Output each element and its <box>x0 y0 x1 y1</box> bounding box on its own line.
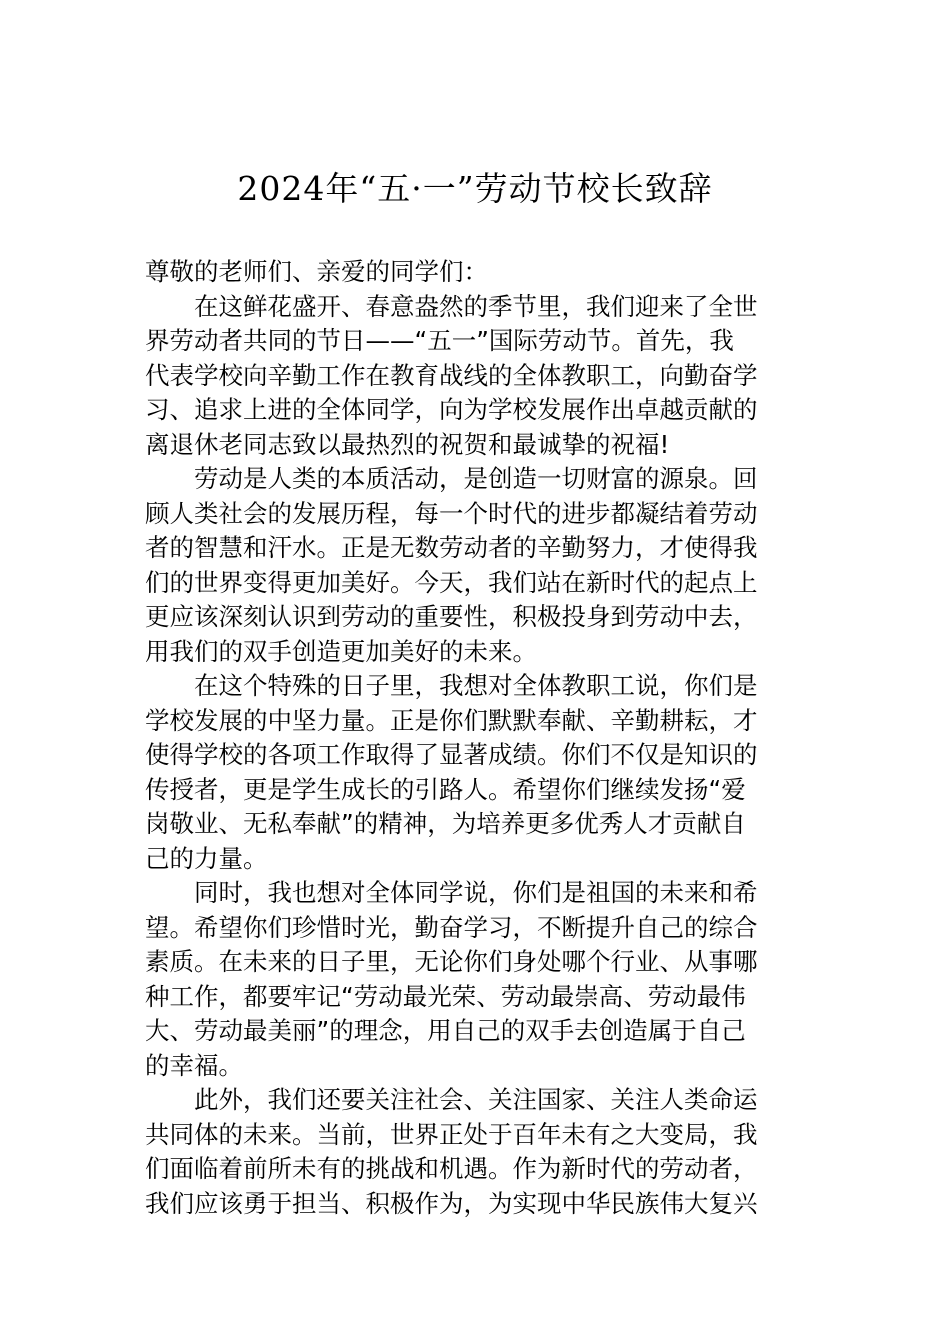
body-text-line: 望。希望你们珍惜时光，勤奋学习，不断提升自己的综合 <box>145 912 758 942</box>
body-text-line: 界劳动者共同的节日——“五一”国际劳动节。首先，我 <box>145 326 734 355</box>
body-text-line: 更应该深刻认识到劳动的重要性，积极投身到劳动中去， <box>145 602 758 631</box>
body-text-line: 素质。在未来的日子里，无论你们身处哪个行业、从事哪 <box>145 947 758 976</box>
body-text-line: 代表学校向辛勤工作在教育战线的全体教职工，向勤奋学 <box>145 360 758 390</box>
body-text-line: 学校发展的中坚力量。正是你们默默奉献、辛勤耕耘，才 <box>145 705 758 735</box>
body-text-line: 使得学校的各项工作取得了显著成绩。你们不仅是知识的 <box>145 740 758 769</box>
body-text-line: 种工作，都要牢记“劳动最光荣、劳动最崇高、劳动最伟 <box>145 981 746 1011</box>
body-text-line: 在这鲜花盛开、春意盎然的季节里，我们迎来了全世 <box>194 291 758 321</box>
body-text-line: 此外，我们还要关注社会、关注国家、关注人类命运 <box>194 1085 758 1114</box>
body-text-line: 尊敬的老师们、亲爱的同学们： <box>145 257 488 286</box>
body-text-line: 我们应该勇于担当、积极作为，为实现中华民族伟大复兴 <box>145 1188 758 1218</box>
body-text-line: 们面临着前所未有的挑战和机遇。作为新时代的劳动者， <box>145 1154 758 1183</box>
body-text-line: 的幸福。 <box>145 1050 243 1080</box>
body-text-line: 大、劳动最美丽”的理念，用自己的双手去创造属于自己 <box>145 1016 746 1045</box>
document-body <box>145 255 806 1221</box>
body-text-line: 在这个特殊的日子里，我想对全体教职工说，你们是 <box>194 671 758 700</box>
body-text-line: 离退休老同志致以最热烈的祝贺和最诚挚的祝福! <box>145 429 670 459</box>
body-text-line: 劳动是人类的本质活动，是创造一切财富的源泉。回 <box>194 464 758 493</box>
body-text-line: 岗敬业、无私奉献”的精神，为培养更多优秀人才贡献自 <box>145 809 746 838</box>
body-text-line: 同时，我也想对全体同学说，你们是祖国的未来和希 <box>194 878 758 907</box>
body-text-line: 己的力量。 <box>145 843 268 873</box>
body-text-line: 传授者，更是学生成长的引路人。希望你们继续发扬“爱 <box>145 774 746 804</box>
body-text-line: 习、追求上进的全体同学，向为学校发展作出卓越贡献的 <box>145 395 758 424</box>
body-text-line: 顾人类社会的发展历程，每一个时代的进步都凝结着劳动 <box>145 498 758 528</box>
document-title: 2024年“五·一”劳动节校长致辞 <box>237 169 713 208</box>
body-text-line: 用我们的双手创造更加美好的未来。 <box>145 636 537 666</box>
body-text-line: 共同体的未来。当前，世界正处于百年未有之大变局，我 <box>145 1119 758 1149</box>
body-text-line: 者的智慧和汗水。正是无数劳动者的辛勤努力，才使得我 <box>145 533 758 562</box>
body-text-line: 们的世界变得更加美好。今天，我们站在新时代的起点上 <box>145 567 758 597</box>
